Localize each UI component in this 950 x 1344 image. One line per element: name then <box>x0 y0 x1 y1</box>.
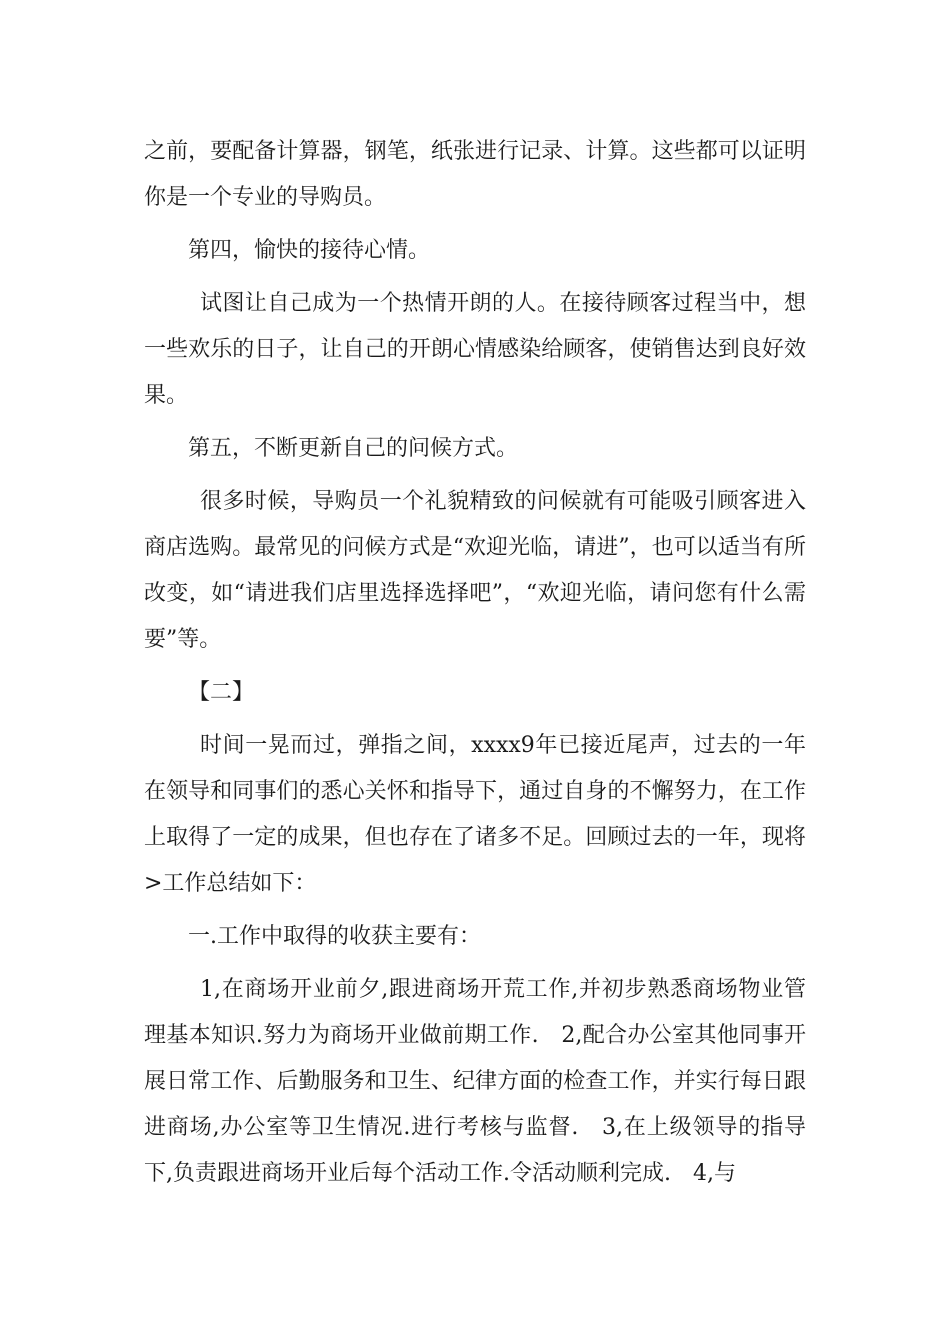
paragraph-summary-intro: 时间一晃而过，弹指之间，xxxx9年已接近尾声，过去的一年在领导和同事们的悉心关怀和指导下，通过自身的不懈努力，在工作上取得了一定的成果，但也存在了诸多不足。回顾过去的一年，现将>工作总结如下： <box>144 733 806 896</box>
paragraph-achievements-list: 1,在商场开业前夕,跟进商场开荒工作,并初步熟悉商场物业管理基本知识.努力为商场开业做前期工作. 2,配合办公室其他同事开展日常工作、后勤服务和卫生、纪律方面的检查工作，并实行每日跟进商场,办公室等卫生情况.进行考核与监督. 3,在上级领导的指导下,负责跟进商场开业后每个活动工作.令活动顺利完成. 4,与 <box>144 977 806 1186</box>
paragraph-intro: 之前，要配备计算器，钢笔，纸张进行记录、计算。这些都可以证明你是一个专业的导购员。 <box>144 139 806 210</box>
heading-point-four: 第四，愉快的接待心情。 <box>188 238 431 263</box>
document-page <box>144 129 806 1204</box>
paragraph-point-five: 很多时候，导购员一个礼貌精致的问候就有可能吸引顾客进入商店选购。最常见的问候方式是“欢迎光临，请进”，也可以适当有所改变，如“请进我们店里选择选择吧”，“欢迎光临，请问您有什么需要”等。 <box>144 489 806 652</box>
heading-achievements: 一.工作中取得的收获主要有： <box>188 924 481 949</box>
paragraph-point-four: 试图让自己成为一个热情开朗的人。在接待顾客过程当中，想一些欢乐的日子，让自己的开朗心情感染给顾客，使销售达到良好效果。 <box>144 291 806 408</box>
section-heading-two: 【二】 <box>188 680 255 705</box>
heading-point-five: 第五，不断更新自己的问候方式。 <box>188 436 519 461</box>
